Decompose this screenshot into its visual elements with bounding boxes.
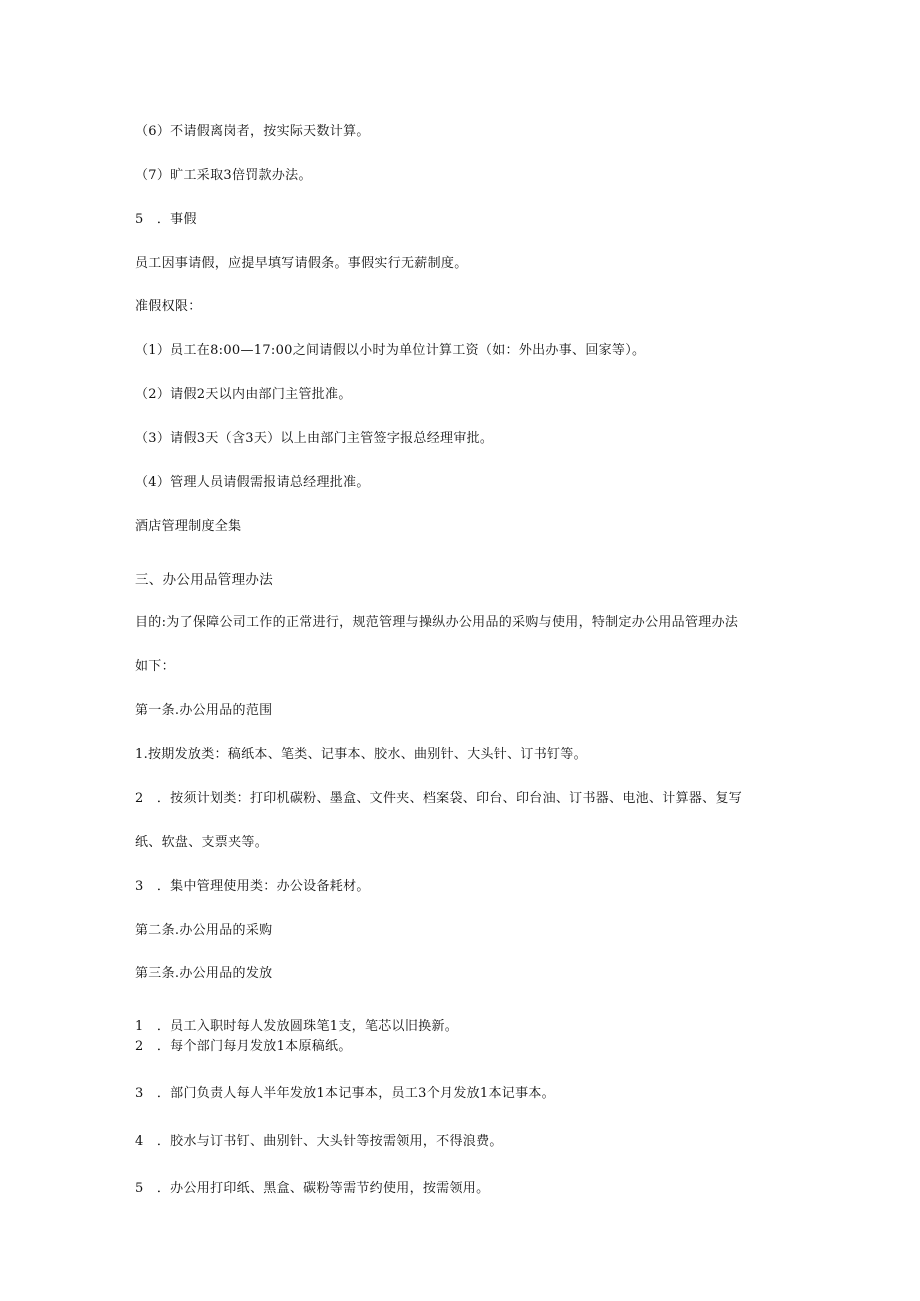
article-3-item-4: 4 ．胶水与订书钉、曲别针、大头针等按需领用，不得浪费。: [135, 1134, 503, 1149]
leave-authority-label: 准假权限：: [135, 299, 202, 314]
article-3-item-2: 2 ．每个部门每月发放1本原稿纸。: [135, 1039, 352, 1054]
personal-leave-text: 员工因事请假，应提早填写请假条。事假实行无薪制度。: [135, 256, 468, 271]
article-3-item-1: 1 ．员工入职时每人发放圆珠笔1支，笔芯以旧换新。: [135, 1019, 459, 1034]
leave-authority-3: （3）请假3天（含3天）以上由部门主管签字报总经理审批。: [135, 431, 494, 446]
absence-rule-7: （7）旷工采取3倍罚款办法。: [135, 168, 312, 183]
personal-leave-heading: 5 ．事假: [135, 212, 197, 227]
leave-authority-1: （1）员工在8:00—17:00之间请假以小时为单位计算工资（如：外出办事、回家等）。: [135, 343, 646, 358]
article-1-item-3: 3 ．集中管理使用类：办公设备耗材。: [135, 879, 370, 894]
article-3-item-5: 5 ．办公用打印纸、黑盒、碳粉等需节约使用，按需领用。: [135, 1181, 490, 1196]
article-1-item-2: 2 ．按须计划类：打印机碳粉、墨盒、文件夹、档案袋、印台、印台油、订书器、电池、计算器、复写: [135, 791, 743, 806]
absence-rule-6: （6）不请假离岗者，按实际天数计算。: [135, 124, 370, 139]
article-3-item-3: 3 ．部门负责人每人半年发放1本记事本，员工3个月发放1本记事本。: [135, 1086, 555, 1101]
leave-authority-2: （2）请假2天以内由部门主管批准。: [135, 387, 352, 402]
purpose-text: 目的:为了保障公司工作的正常进行，规范管理与操纵办公用品的采购与使用，特制定办公用品管理办法: [135, 615, 739, 630]
article-3-heading: 第三条.办公用品的发放: [135, 966, 273, 981]
section-heading: 三、办公用品管理办法: [135, 572, 273, 588]
purpose-text-cont: 如下：: [135, 659, 175, 674]
article-1-item-1: 1.按期发放类：稿纸本、笔类、记事本、胶水、曲别针、大头针、订书钉等。: [135, 747, 587, 762]
article-1-heading: 第一条.办公用品的范围: [135, 703, 273, 718]
leave-authority-4: （4）管理人员请假需报请总经理批准。: [135, 475, 370, 490]
collection-title: 酒店管理制度全集: [135, 519, 242, 534]
article-2-heading: 第二条.办公用品的采购: [135, 923, 273, 938]
article-1-item-2-cont: 纸、软盘、支票夹等。: [135, 835, 269, 850]
